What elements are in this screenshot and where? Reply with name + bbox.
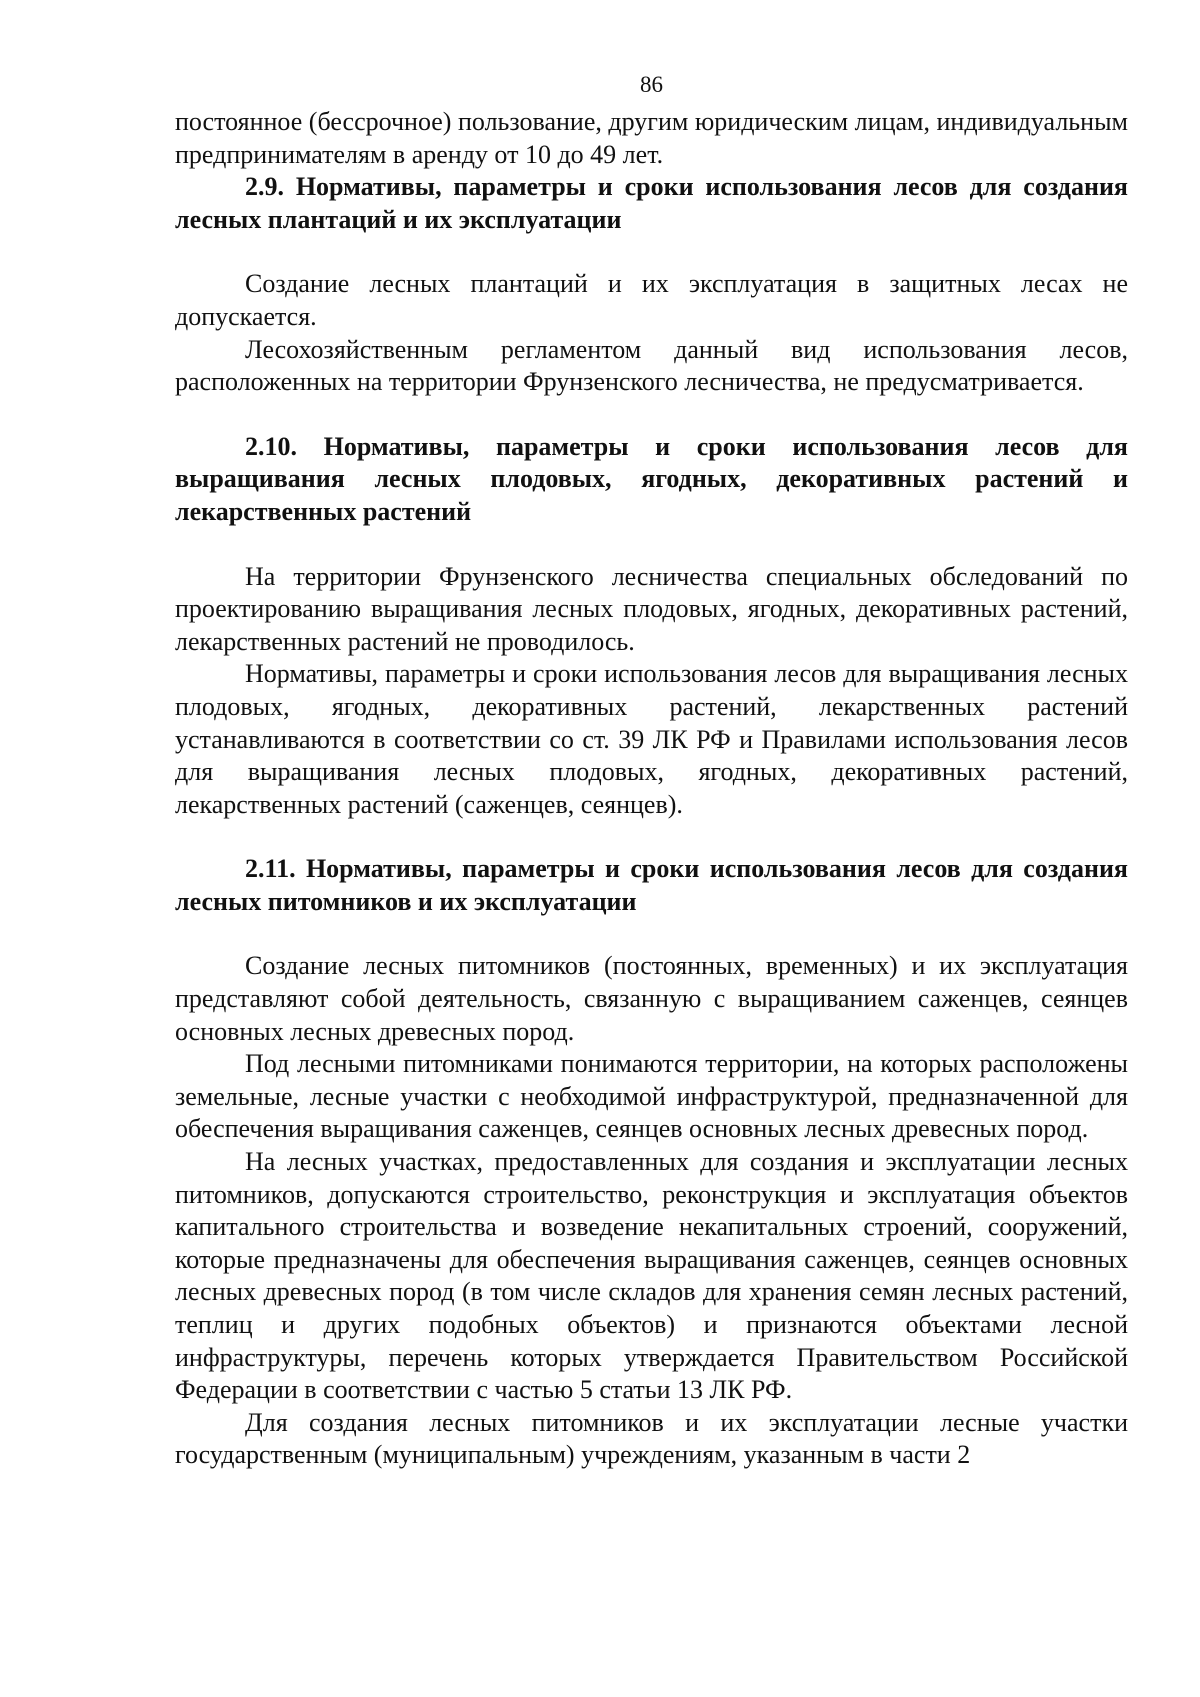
section-heading-2-9: 2.9. Нормативы, параметры и сроки использования лесов для создания лесных плантаций и их эксплуатации [175, 172, 1128, 234]
intro-paragraph: постоянное (бессрочное) пользование, другим юридическим лицам, индивидуальным предпринимателям в аренду от 10 до 49 лет. [175, 107, 1128, 169]
spacer [175, 399, 1128, 431]
section-heading-2-10: 2.10. Нормативы, параметры и сроки использования лесов для выращивания лесных плодовых, ягодных, декоративных растений и лекарственных растений [175, 431, 1128, 526]
document-page [175, 70, 1128, 1472]
body-paragraph: Под лесными питомниками понимаются территории, на которых расположены земельные, лесные участки с необходимой инфраструктурой, предназначенной для обеспечения выращивания саженцев, сеянцев основных лесных древесных пород. [175, 1049, 1128, 1144]
body-paragraph: Создание лесных плантаций и их эксплуатация в защитных лесах не допускается. [175, 269, 1128, 331]
body-paragraph: Для создания лесных питомников и их эксплуатации лесные участки государственным (муниципальным) учреждениям, указанным в части 2 [175, 1407, 1128, 1470]
body-paragraph: Нормативы, параметры и сроки использования лесов для выращивания лесных плодовых, ягодных, декоративных растений, лекарственных растений устанавливаются в соответствии со ст. 39 ЛК РФ и Правилами использования лесов для выращивания лесных плодовых, ягодных, декоративных растений, лекарственных растений (саженцев, сеянцев). [175, 659, 1128, 819]
body-paragraph: Лесохозяйственным регламентом данный вид использования лесов, расположенных на территории Фрунзенского лесничества, не предусматривается. [175, 334, 1128, 397]
spacer [175, 918, 1128, 950]
body-paragraph: На лесных участках, предоставленных для создания и эксплуатации лесных питомников, допускаются строительство, реконструкция и эксплуатация объектов капитального строительства и возведение некапитальных строений, сооружений, которые предназначены для обеспечения выращивания саженцев, сеянцев основных лесных древесных пород (в том числе складов для хранения семян лесных растений, теплиц и других подобных объектов) и признаются объектами лесной инфраструктуры, перечень которых утверждается Правительством Российской Федерации в соответствии с частью 5 статьи 13 ЛК РФ. [175, 1147, 1128, 1405]
body-paragraph: Создание лесных питомников (постоянных, временных) и их эксплуатация представляют собой деятельность, связанную с выращиванием саженцев, сеянцев основных лесных древесных пород. [175, 951, 1128, 1046]
spacer [175, 821, 1128, 853]
spacer [175, 529, 1128, 561]
section-heading-2-11: 2.11. Нормативы, параметры и сроки использования лесов для создания лесных питомников и их эксплуатации [175, 854, 1128, 916]
body-paragraph: На территории Фрунзенского лесничества специальных обследований по проектированию выращивания лесных плодовых, ягодных, декоративных растений, лекарственных растений не проводилось. [175, 561, 1128, 656]
spacer [175, 236, 1128, 268]
page-number: 86 [640, 72, 663, 97]
